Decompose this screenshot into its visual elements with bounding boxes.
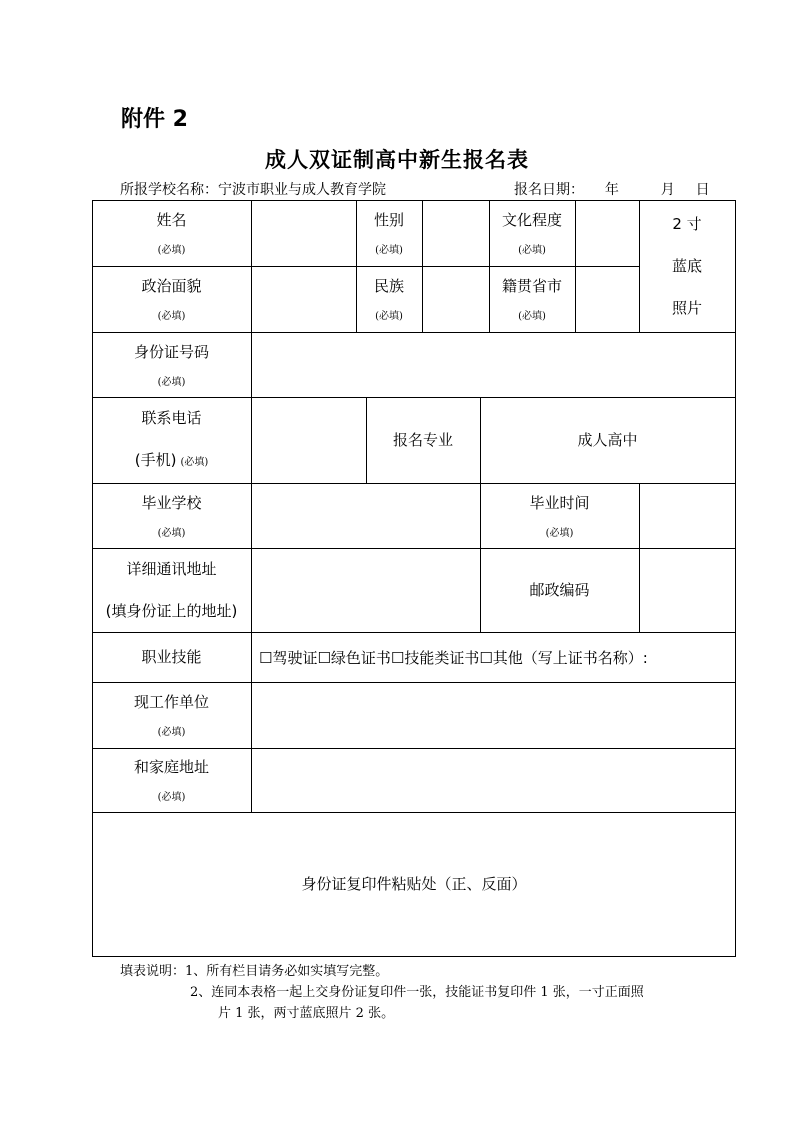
school-label: 所报学校名称： bbox=[120, 182, 218, 198]
political-input[interactable] bbox=[252, 267, 356, 332]
phone-sub-line bbox=[135, 450, 209, 473]
home-address-input[interactable] bbox=[252, 749, 735, 812]
skills-options[interactable]: ☐驾驶证☐绿色证书☐技能类证书☐其他（写上证书名称）: bbox=[259, 649, 648, 667]
graduated-school-input[interactable] bbox=[252, 484, 480, 548]
id-copy-label: 身份证复印件粘贴处（正、反面） bbox=[301, 875, 527, 893]
required-tag: (必填) bbox=[157, 376, 186, 388]
school-name: 宁波市职业与成人教育学院 bbox=[218, 182, 386, 198]
postcode-label: 邮政编码 bbox=[529, 581, 590, 599]
education-label: 文化程度 bbox=[501, 211, 562, 229]
major-value-cell bbox=[480, 397, 735, 483]
attachment-label: 附件 2 bbox=[121, 107, 188, 132]
name-input[interactable] bbox=[252, 201, 356, 266]
education-label-cell bbox=[489, 200, 575, 266]
address-label-cell bbox=[92, 548, 251, 632]
required-tag: (必填) bbox=[157, 727, 186, 738]
gender-label: 性别 bbox=[373, 211, 404, 229]
workplace-label-cell bbox=[92, 682, 251, 748]
school-line bbox=[120, 179, 386, 199]
id-number-label-cell bbox=[92, 332, 251, 397]
native-place-label: 籍贯省市 bbox=[501, 277, 562, 295]
notes-line-3: 片 1 张，两寸蓝底照片 2 张。 bbox=[218, 1006, 395, 1021]
required-tag: (必填) bbox=[157, 792, 186, 803]
native-place-label-cell bbox=[489, 266, 575, 332]
id-number-input[interactable] bbox=[252, 333, 735, 397]
table-border-bottom bbox=[92, 956, 736, 957]
notes-line-2: 2、连同本表格一起上交身份证复印件一张，技能证书复印件 1 张，一寸正面照 bbox=[190, 985, 644, 1000]
required-tag: (必填) bbox=[545, 527, 574, 539]
photo-size: 2 寸 bbox=[672, 215, 702, 233]
date-year: 年 bbox=[604, 182, 619, 198]
workplace-label: 现工作单位 bbox=[133, 693, 209, 711]
name-label: 姓名 bbox=[156, 211, 187, 229]
political-label: 政治面貌 bbox=[141, 277, 202, 295]
id-copy-area[interactable] bbox=[92, 812, 736, 956]
id-number-label: 身份证号码 bbox=[133, 342, 209, 361]
address-input[interactable] bbox=[252, 549, 480, 632]
gender-label-cell bbox=[356, 200, 422, 266]
ethnicity-label-cell bbox=[356, 266, 422, 332]
gender-input[interactable] bbox=[423, 201, 489, 266]
required-tag: (必填) bbox=[180, 456, 209, 468]
address-label: 详细通讯地址 bbox=[126, 560, 217, 578]
notes-line-1: 填表说明：1、所有栏目请务必如实填写完整。 bbox=[120, 964, 389, 979]
graduated-school-label: 毕业学校 bbox=[141, 493, 202, 512]
photo-background: 蓝底 bbox=[671, 257, 702, 275]
home-address-label: 和家庭地址 bbox=[133, 758, 209, 776]
form-title: 成人双证制高中新生报名表 bbox=[265, 148, 529, 172]
postcode-input[interactable] bbox=[640, 549, 735, 632]
date-day: 日 bbox=[695, 182, 710, 198]
skills-label-cell bbox=[92, 632, 251, 682]
major-value: 成人高中 bbox=[577, 431, 638, 449]
phone-label-cell bbox=[92, 397, 251, 483]
required-tag: (必填) bbox=[157, 527, 186, 539]
political-label-cell bbox=[92, 266, 251, 332]
education-input[interactable] bbox=[576, 201, 639, 266]
date-line bbox=[514, 179, 710, 199]
date-label: 报名日期： bbox=[514, 182, 584, 198]
ethnicity-input[interactable] bbox=[423, 267, 489, 332]
graduation-time-input[interactable] bbox=[640, 484, 735, 548]
photo-label: 照片 bbox=[671, 299, 702, 317]
photo-box bbox=[639, 200, 735, 332]
required-tag: (必填) bbox=[518, 245, 546, 256]
graduated-school-label-cell bbox=[92, 483, 251, 548]
required-tag: (必填) bbox=[157, 245, 186, 256]
major-label-cell bbox=[366, 397, 480, 483]
name-label-cell bbox=[92, 200, 251, 266]
home-address-label-cell bbox=[92, 748, 251, 812]
skills-label: 职业技能 bbox=[141, 648, 202, 666]
required-tag: (必填) bbox=[157, 311, 186, 322]
ethnicity-label: 民族 bbox=[373, 277, 404, 295]
phone-sub-label: (手机) bbox=[134, 450, 177, 469]
graduation-time-label-cell bbox=[480, 483, 639, 548]
major-label: 报名专业 bbox=[392, 431, 453, 449]
required-tag: (必填) bbox=[375, 311, 403, 322]
phone-input[interactable] bbox=[252, 398, 366, 483]
date-month: 月 bbox=[660, 182, 675, 198]
postcode-label-cell bbox=[480, 548, 639, 632]
address-sub-label: (填身份证上的地址) bbox=[105, 602, 238, 620]
native-place-input[interactable] bbox=[576, 267, 639, 332]
graduation-time-label: 毕业时间 bbox=[529, 493, 590, 512]
required-tag: (必填) bbox=[375, 245, 403, 256]
workplace-input[interactable] bbox=[252, 683, 735, 748]
required-tag: (必填) bbox=[518, 311, 546, 322]
phone-label: 联系电话 bbox=[141, 408, 202, 427]
